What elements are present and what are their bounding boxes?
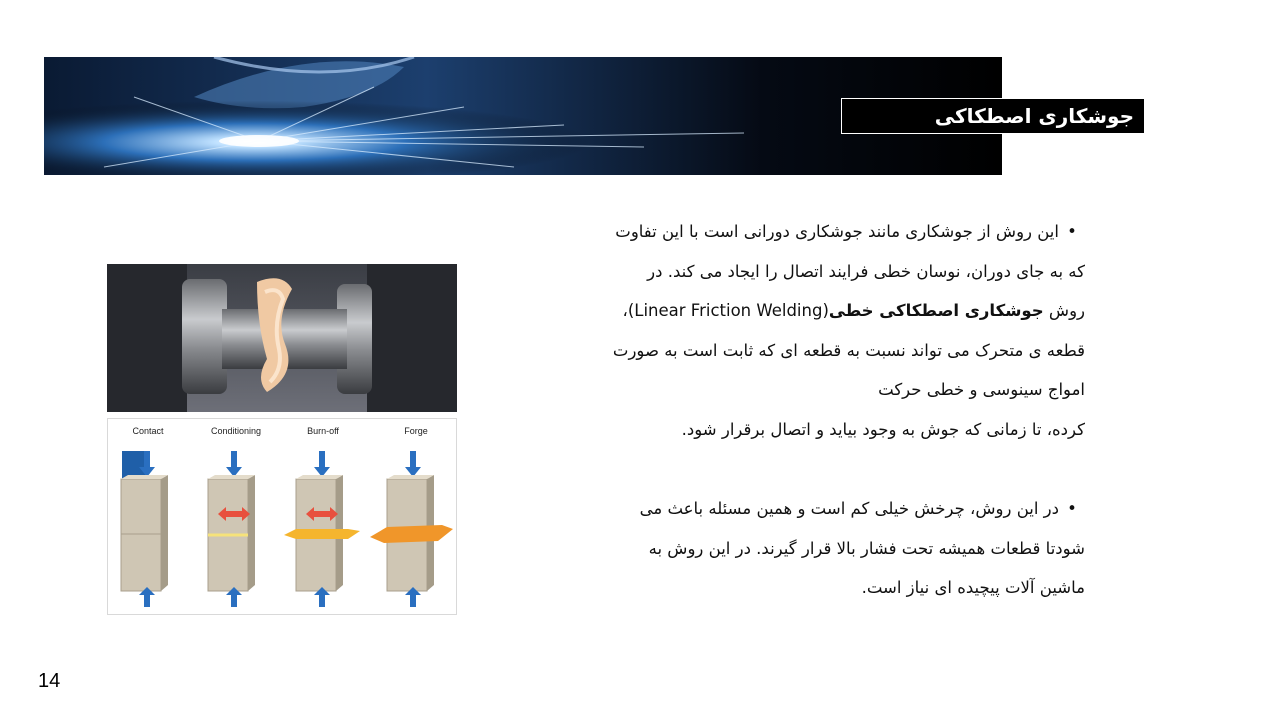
stage-label-burn-off: Burn-off xyxy=(307,426,339,436)
para1-line3-bold: جوشکاری اصطکاکی خطی xyxy=(828,301,1044,320)
page-number: 14 xyxy=(38,670,61,692)
bullet-icon: • xyxy=(1067,499,1077,518)
stage-label-contact: Contact xyxy=(132,426,164,436)
para1-line6: کرده، تا زمانی که جوش به وجود بیاید و اتصال برقرار شود. xyxy=(681,419,1085,439)
para2-line3: ماشین آلات پیچیده ای نیاز است. xyxy=(861,578,1085,597)
lfw-stages-diagram xyxy=(107,418,457,615)
friction-welding-photo xyxy=(107,264,457,412)
para1-line1: این روش از جوشکاری مانند جوشکاری دورانی است با این تفاوت xyxy=(615,222,1059,241)
para1-line2: که به جای دوران، نوسان خطی فرایند اتصال را ایجاد می کند. در xyxy=(647,261,1085,281)
para1-line3-prefix: روش xyxy=(1048,301,1085,320)
burn-off-block xyxy=(284,451,360,607)
content-paragraph-1 xyxy=(580,212,1085,449)
stage-label-forge: Forge xyxy=(404,426,428,436)
content-paragraph-2 xyxy=(580,489,1085,608)
para2-line1: در این روش، چرخش خیلی کم است و همین مسئله باعث می xyxy=(639,499,1059,518)
stage-label-conditioning: Conditioning xyxy=(210,426,262,436)
bullet-icon: • xyxy=(1067,222,1077,241)
slide-title-suffix: (LFW) xyxy=(1021,138,1080,162)
para2-line2: شودتا قطعات همیشه تحت فشار بالا قرار گیرند. در این روش به xyxy=(648,538,1085,558)
slide-title-bold: جوشکاری اصطکاکی خطی xyxy=(934,104,1134,162)
contact-block xyxy=(121,451,168,607)
slide-title xyxy=(841,98,1145,162)
para1-line5: امواج سینوسی و خطی حرکت xyxy=(878,380,1085,399)
para1-line4: قطعه ی متحرک می تواند نسبت به قطعه ای که ثابت است به صورت xyxy=(612,340,1085,360)
forge-block xyxy=(370,451,453,607)
para1-line3-suffix: (Linear Friction Welding)، xyxy=(622,301,829,320)
conditioning-block xyxy=(208,451,255,607)
